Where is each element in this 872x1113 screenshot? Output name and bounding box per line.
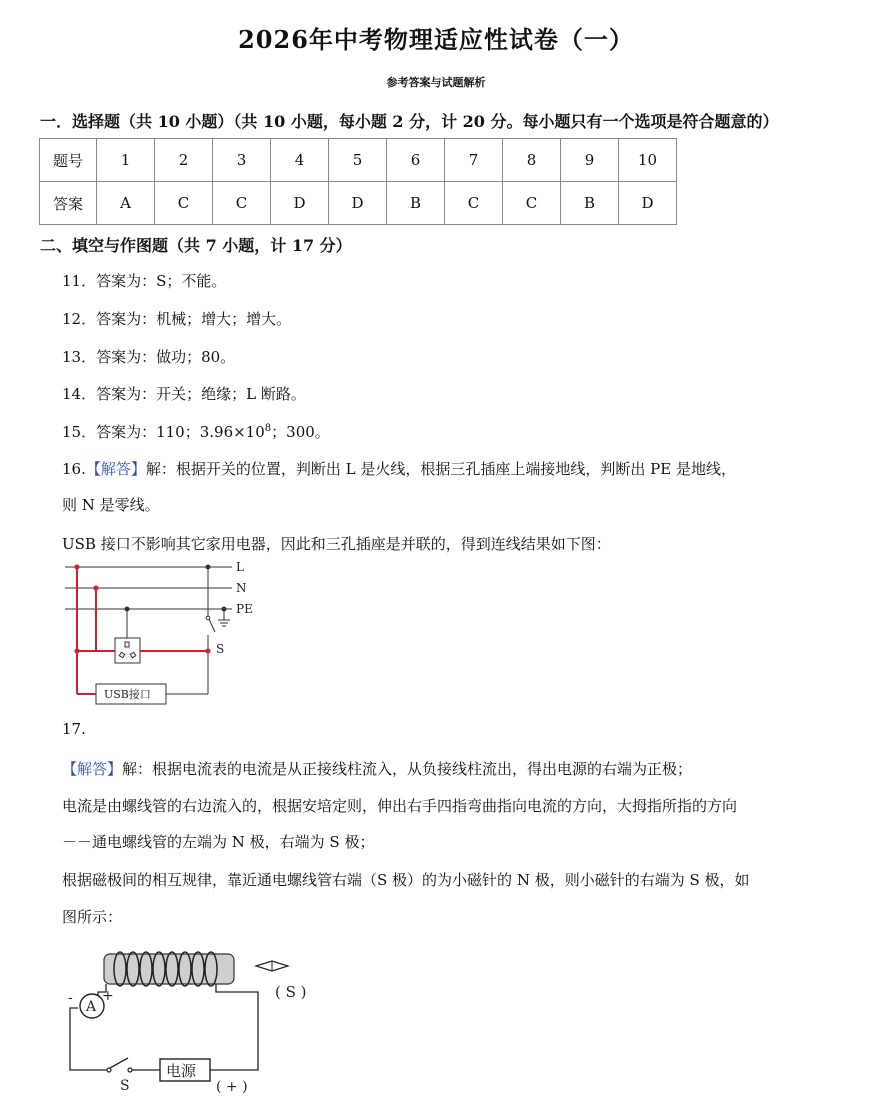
table-cell: C [503,182,561,225]
ammeter-plus-label: + [102,988,114,1004]
ammeter-minus-label: - [68,990,73,1006]
junction-dot [94,586,99,591]
switch-contact [107,1068,111,1072]
switch-label: S [120,1078,130,1094]
junction-dot [125,607,129,611]
junction-dot [206,649,211,654]
page-title: 2026年中考物理适应性试卷（一） [238,25,634,54]
section2-heading: 二、填空与作图题（共 7 小题，计 17 分） [40,236,352,255]
answer-table [39,138,677,225]
section1-heading: 一．选择题（共 10 小题）（共 10 小题，每小题 2 分，计 20 分。每小题只有一个选项是符合题意的） [40,112,779,131]
table-cell: 6 [387,139,445,182]
answer-11: 11．答案为：S；不能。 [62,272,227,290]
table-cell: 2 [155,139,213,182]
table-cell: D [271,182,329,225]
table-cell: D [329,182,387,225]
answer-17-line2: 电流是由螺线管的右边流入的，根据安培定则，伸出右手四指弯曲指向电流的方向，大拇指所指的方向 [62,797,738,815]
table-cell: C [155,182,213,225]
answer-16-line3: USB 接口不影响其它家用电器，因此和三孔插座是并联的，得到连线结果如下图： [62,535,611,553]
table-cell: 9 [561,139,619,182]
table-cell: C [213,182,271,225]
junction-dot [75,565,80,570]
table-cell: 3 [213,139,271,182]
answer-17-line1: 【解答】解：根据电流表的电流是从正接线柱流入，从负接线柱流出，得出电源的右端为正极； [62,760,693,778]
power-pole-label: ( + ) [216,1079,248,1095]
row2-label: 答案 [40,182,97,225]
usb-label: USB接口 [104,688,151,701]
socket-hole [119,652,124,657]
table-cell: 8 [503,139,561,182]
answer-13: 13．答案为：做功；80。 [62,348,236,366]
switch-blade [110,1058,128,1068]
table-cell: B [387,182,445,225]
power-label: 电源 [166,1062,197,1080]
label-L: L [236,560,244,574]
label-N: N [236,581,247,595]
junction-dot [206,565,210,569]
answer-15: 15．答案为：110；$3.96\times 10^8$；300。 [62,423,330,441]
table-cell: 1 [97,139,155,182]
table-cell: C [445,182,503,225]
household-circuit-diagram [60,560,280,710]
page-subtitle: 参考答案与试题解析 [386,76,486,89]
table-cell: 5 [329,139,387,182]
table-cell: A [97,182,155,225]
ammeter-label: A [86,999,97,1015]
answer-16-line1: 16.【解答】解：根据开关的位置，判断出 L 是火线，根据三孔插座上端接地线，判断出 PE 是地线， [62,460,736,478]
answer-16-line2: 则 N 是零线。 [62,496,160,514]
table-row [40,139,677,182]
answer-14: 14．答案为：开关；绝缘；L 断路。 [62,385,306,403]
answer-17-line3: －－通电螺线管的左端为 N 极，右端为 S 极； [62,833,375,851]
socket-hole [130,652,135,657]
solenoid-circuit-diagram [60,940,360,1100]
table-cell: B [561,182,619,225]
solution-tag: 【解答】 [85,460,146,478]
answer-17-number: 17. [62,720,86,738]
switch-contact [128,1068,132,1072]
table-cell: 4 [271,139,329,182]
answer-17-line5: 图所示： [62,908,123,926]
solenoid-core [104,954,234,984]
solution-tag: 【解答】 [62,760,123,778]
table-cell: 10 [619,139,677,182]
row1-label: 题号 [40,139,97,182]
answer-17-line4: 根据磁极间的相互规律，靠近通电螺线管右端（S 极）的为小磁针的 N 极，则小磁针的右端为 S 极，如 [62,871,750,889]
label-PE: PE [236,602,253,616]
table-row [40,182,677,225]
switch-contact [206,616,210,620]
answer-12: 12．答案为：机械；增大；增大。 [62,310,292,328]
junction-dot [222,607,226,611]
table-cell: 7 [445,139,503,182]
needle-pole-label: ( S ) [275,983,307,1001]
table-cell: D [619,182,677,225]
wire-right-coil [216,984,258,1070]
junction-dot [75,649,80,654]
socket-hole [125,642,129,647]
label-S: S [216,642,225,656]
